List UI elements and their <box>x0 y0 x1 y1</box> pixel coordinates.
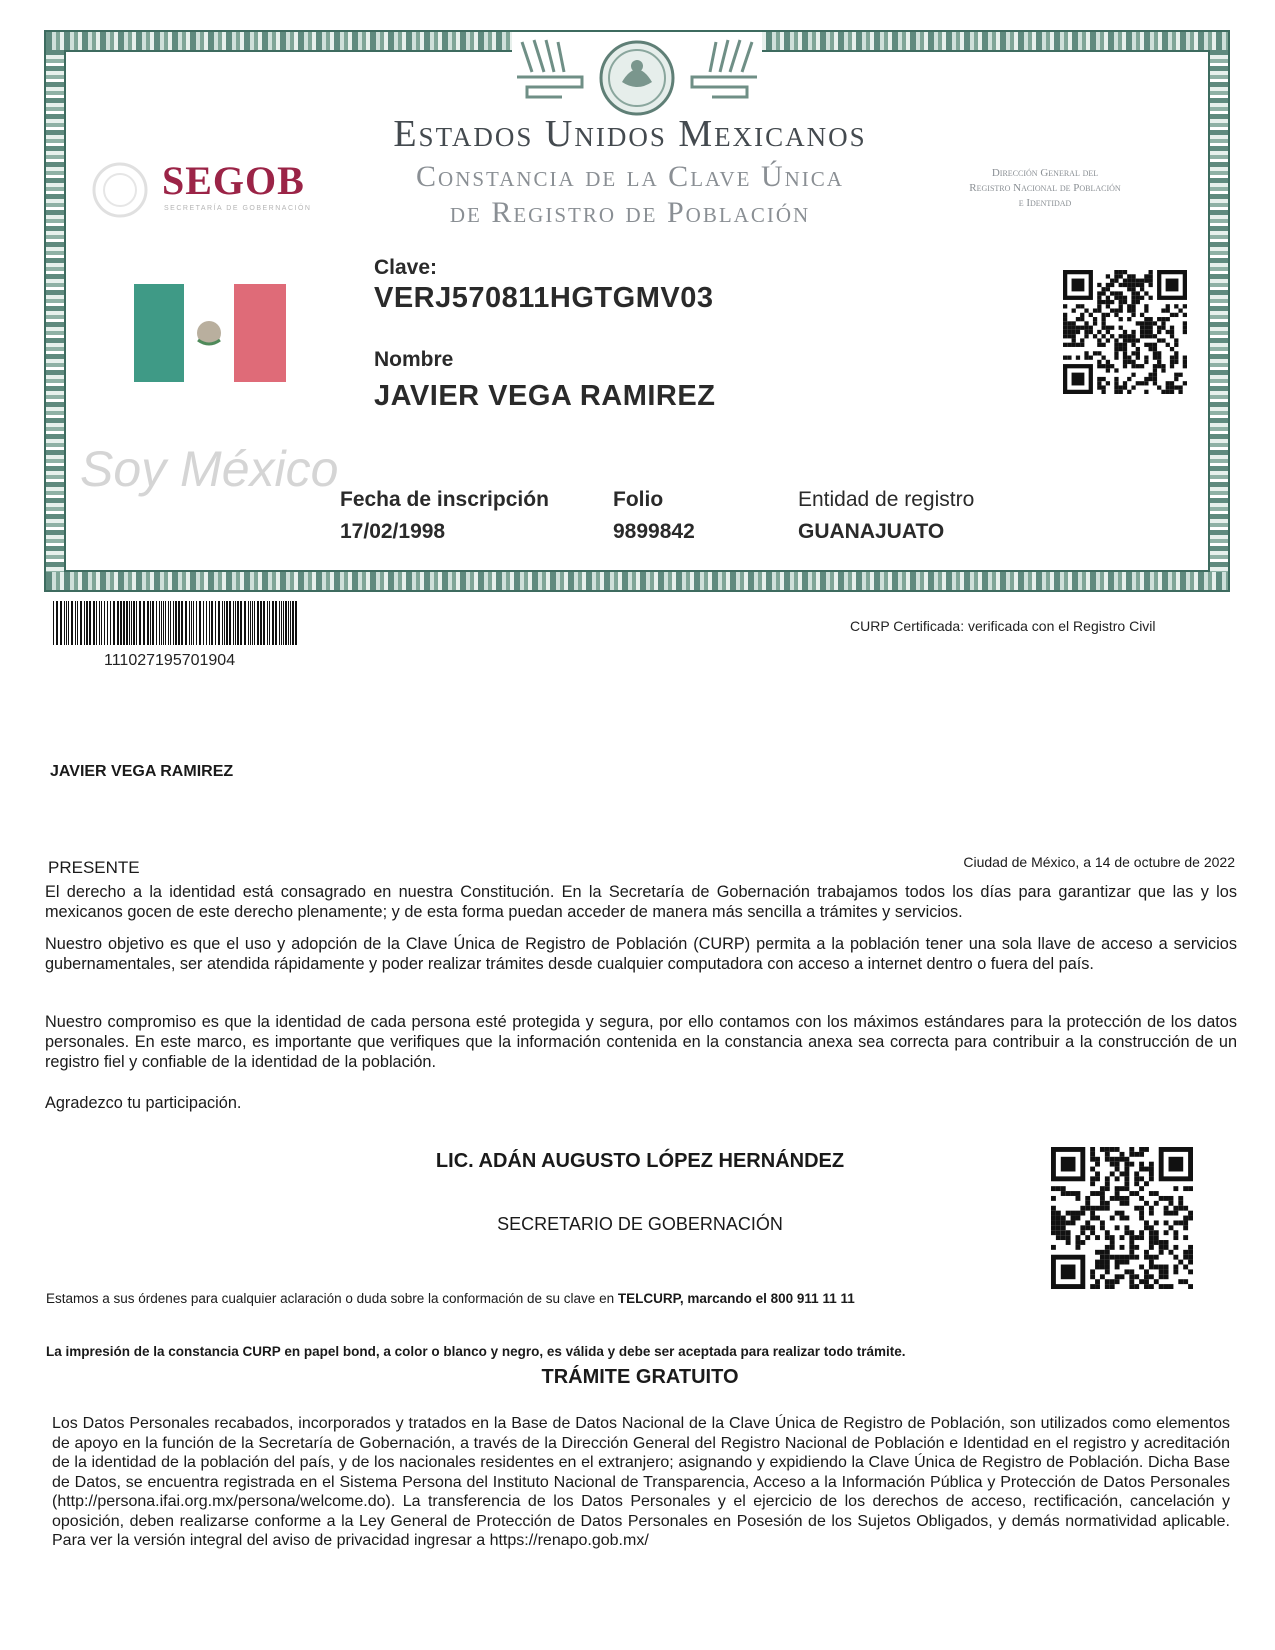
segob-seal-icon <box>90 160 150 220</box>
clave-value: VERJ570811HGTGMV03 <box>374 282 714 314</box>
place-date: Ciudad de México, a 14 de octubre de 2022 <box>963 854 1235 870</box>
barcode-number: 111027195701904 <box>104 652 236 669</box>
barcode-icon <box>53 601 298 645</box>
telcurp-number: TELCURP, marcando el 800 911 11 11 <box>617 1291 855 1306</box>
national-coat-of-arms-icon <box>512 32 762 124</box>
flag-red-stripe <box>234 284 286 382</box>
signer-name: LIC. ADÁN AUGUSTO LÓPEZ HERNÁNDEZ <box>435 1150 845 1172</box>
entidad-registro-value: GUANAJUATO <box>798 520 945 543</box>
frame-border-left <box>46 50 64 572</box>
letter-paragraph-3: Nuestro compromiso es que la identidad de cada persona esté protegida y segura, por ello contamos con los máximos estándares para la protección de los datos personales. En este marco, es importante que verifiques que la información contenida en la constancia anexa sea correcta para contribuir a la construcción de un registro fiel y confiable de la identidad de la población. <box>45 1013 1237 1071</box>
directorate-line-2: Registro Nacional de Población <box>969 182 1121 194</box>
qr-code-icon <box>1062 270 1188 394</box>
printing-validity-note: La impresión de la constancia CURP en papel bond, a color o blanco y negro, es válida y debe ser aceptada para realizar todo trámite. <box>46 1344 906 1359</box>
directorate-line-1: Dirección General del <box>991 167 1099 179</box>
letter-paragraph-1: El derecho a la identidad está consagrado en nuestra Constitución. En la Secretaría de Gobernación trabajamos todos los días para garantizar que las y los mexicanos gocen de este derecho plenamente; y de esta forma puedan acceder de manera más sencilla a trámites y servicios. <box>45 883 1237 921</box>
letter-paragraph-2: Nuestro objetivo es que el uso y adopción de la Clave Única de Registro de Población (CURP) permita a la población tener una sola llave de acceso a servicios gubernamentales, ser atendida rápidamente y poder realizar trámites desde cualquier computadora con acceso a internet dentro o fuera del país. <box>45 935 1237 973</box>
contact-text: Estamos a sus órdenes para cualquier aclaración o duda sobre la conformación de su clave en <box>46 1291 618 1306</box>
free-procedure-title: TRÁMITE GRATUITO <box>541 1366 739 1388</box>
flag-green-stripe <box>134 284 184 382</box>
letter-closing: Agradezco tu participación. <box>45 1094 242 1112</box>
slogan-watermark: Soy México <box>80 441 339 497</box>
entidad-registro-label: Entidad de registro <box>798 488 975 511</box>
addressee-name: JAVIER VEGA RAMIREZ <box>50 763 234 780</box>
directorate-line-3: e Identidad <box>1018 197 1072 209</box>
privacy-notice: Los Datos Personales recabados, incorporados y tratados en la Base de Datos Nacional de la Clave Única de Registro de Población, son utilizados como elementos de apoyo en la función de la Secretaría de Gobernación, a través de la Dirección General del Registro Nacional de Población e Identidad en el registro y acreditación de la identidad de la población del país, y de los nacionales residentes en el extranjero; asignando y expidiendo la Clave Única de Registro de Población. Dicha Base de Datos, se encuentra registrada en el Sistema Persona del Instituto Nacional de Transparencia, Acceso a la Información Pública y Protección de Datos Personales (http://persona.ifai.org.mx/persona/welcome.do). La transferencia de los Datos Personales y el ejercicio de los derechos de acceso, rectificación, cancelación y oposición, deben realizarse conforme a la Ley General de Protección de Datos Personales en Posesión de los Sujetos Obligados, y demás normatividad aplicable. Para ver la versión integral del aviso de privacidad ingresar a https://renapo.gob.mx/ <box>52 1415 1230 1549</box>
directorate-name <box>925 166 1165 211</box>
nombre-value: JAVIER VEGA RAMIREZ <box>374 380 716 412</box>
folio-value: 9899842 <box>613 520 695 543</box>
folio-label: Folio <box>613 488 664 511</box>
document-title-line2: de Registro de Población <box>449 196 811 229</box>
presente-text: PRESENTE <box>48 858 140 877</box>
fecha-inscripcion-value: 17/02/1998 <box>340 520 446 543</box>
clave-label: Clave: <box>374 256 438 279</box>
flag-white-stripe <box>184 284 234 382</box>
flag-eagle-icon <box>192 316 226 350</box>
contact-line <box>46 1291 855 1306</box>
mexican-flag-icon <box>134 284 286 382</box>
curp-certification-note: CURP Certificada: verificada con el Registro Civil <box>850 618 1156 634</box>
segob-logo: SEGOB <box>162 158 305 203</box>
document-title-line1: Constancia de la Clave Única <box>416 160 844 193</box>
segob-subtitle: SECRETARÍA DE GOBERNACIÓN <box>164 205 312 212</box>
nombre-label: Nombre <box>374 348 454 371</box>
signer-title: SECRETARIO DE GOBERNACIÓN <box>497 1214 783 1234</box>
fecha-inscripcion-label: Fecha de inscripción <box>340 488 549 511</box>
qr-code-icon <box>1050 1147 1194 1289</box>
country-title: Estados Unidos Mexicanos <box>393 113 867 155</box>
frame-border-right <box>1210 50 1228 572</box>
